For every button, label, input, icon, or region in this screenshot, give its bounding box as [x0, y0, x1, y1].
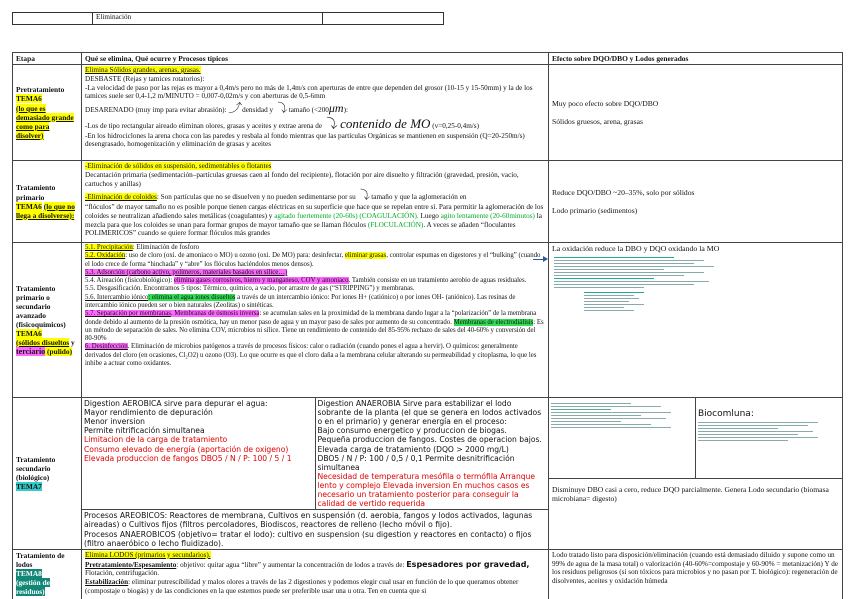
top-table — [12, 12, 444, 25]
text: y — [69, 337, 75, 347]
text: , controlar espumas en digestores y el “bulking” (cuando el lodo crece de forma “hinchada” y “abre” los flóculos haciéndolos menos densos). — [85, 252, 541, 268]
text: : Son partículas que no se disuelven y no pueden sedimentarse por su — [156, 193, 358, 202]
effect-line: Sólidos gruesos, arena, grasas — [552, 116, 643, 126]
text: . Eliminación de microbios patógenos a través de procesos físicos: calor o radiación (cuando pones el agua a hervir). O químicos: generalmente derivados del cloro (en ocasiones, Cl₂O2) u ozono (O3). Lo que ocurre es que el cloro daña a la membrana celular alterando su permeabilidad y citoplasma, lo que les inhibe a actuar como oxidantes. — [85, 343, 537, 367]
text: ): — [343, 106, 348, 115]
stage-label: Tratamiento de lodos — [16, 550, 65, 569]
text: elimina gases corrosivos, hierro y manganeso, COV y amoniaco — [173, 277, 349, 285]
stage-primario — [13, 161, 82, 243]
stage-note: (lo que es demasiado grande como para disolver) — [16, 103, 74, 140]
text: . También consiste en un tratamiento aerobio de aguas residuales. — [348, 277, 527, 285]
text: : uso de cloro (oxi. de amoniaco o MO) u ozono (oxi. De MO) para: desinfectar, — [125, 252, 345, 260]
text: Pretratamiento/Espesamiento — [85, 560, 177, 569]
line: Elimina LODOS (primarios y secundarios). — [85, 550, 211, 559]
line: Permite nitrificación simultanea — [84, 426, 205, 436]
row-pretratamiento — [13, 65, 843, 161]
text: 6. Desinfección — [85, 343, 128, 351]
text: agitado fuertemente (20-60s) (COAGULACIÓN). — [274, 211, 419, 220]
line: DESBASTE (Rejas y tamices rotatorios): — [85, 74, 205, 83]
line: DBO5 / N / P: 100 / 0,5 / 0,1 Permite desnitrificación simultanea — [317, 453, 515, 472]
stage-note: (lo que no llega a disolverse): — [16, 201, 75, 220]
text: Flotación, centrifugación. — [85, 569, 160, 578]
text: agito lentamente (20-60minutos) — [440, 211, 535, 220]
text: Luego — [418, 211, 441, 220]
text: Espesadores por gravedad, — [406, 559, 530, 569]
effect-inner-table — [549, 398, 842, 509]
text: . Membranas de ósmosis inversa — [170, 310, 260, 318]
effect-line: Disminuye DBO casi a cero, reduce DQO parcialmente. Genera Lodo secundario (biomasa microbiana= digesto) — [549, 478, 842, 509]
line — [85, 188, 545, 203]
stage-note: (gestión de residuos) — [16, 577, 50, 596]
line: -La velocidad de paso por las rejas es mayor a 0,4m/s pero no más de 1,4m/s con aperturas de entre que dependen del grosor (10-15 y 15-50mm) y la de los tamices suele ser 0,4-1,2 m/MINUTO = 0,007-0,02m/s y con aberturas de 0,5-6mm — [85, 83, 533, 101]
top-cell-empty-2 — [323, 13, 444, 25]
line: Elimina Sólidos grandes, arenas, grasas. — [85, 66, 201, 75]
stage-label: Tratamiento primario o secundario avanzado (fisicoquímicos) — [16, 283, 66, 329]
stage-note: (sólidos disueltos — [16, 337, 70, 347]
biocolumna-title: Biocomluna: — [698, 409, 754, 420]
stage-tema: TEMA6 — [16, 328, 42, 338]
processes-cell — [82, 510, 548, 549]
header-effect: Efecto sobre DQO/DBO y Lodos generados — [549, 53, 843, 65]
text: -Los de tipo rectangular aireado eliminan olores, grasas y aceites y extrae arena de — [85, 121, 324, 130]
stage-label: Tratamiento primario — [16, 183, 56, 202]
embedded-notes-image — [554, 257, 724, 311]
text: : elimina el agua iones disueltos — [148, 293, 236, 301]
text: 5.1. Precipitación — [85, 244, 133, 252]
line: desengrasado, homogenización y eliminación de grasas y aceites — [85, 140, 272, 149]
stage-label: Pretratamiento — [16, 85, 65, 95]
line: Consumo elevado de energía (aportación de oxigeno) — [84, 444, 289, 454]
text: tamaño (<200 — [286, 106, 329, 115]
digestion-table — [82, 398, 548, 549]
stage-note: (pulido) — [45, 346, 73, 356]
text: : eliminar putrescibilidad y malos olores a través de las 2 digestiones y podemos elegir cual usar en función de lo que queramos obtener (compostaje o biogás) y de las condiciones en la que estemos puede ser preferible usar una u otra. Ten en cuenta que si — [85, 578, 519, 595]
line — [85, 203, 545, 238]
what-secundario — [82, 398, 549, 550]
line: Procesos AREOBICOS: Reactores de membrana, Cultivos en suspensión (d. aerobia, fangos y lodos activados, lagunas aireadas) o Cultivos fijos (filtros percoladores, Biodiscos, reactores de relleno (lecho móvil o fijo). — [84, 511, 533, 530]
up-icon: ⤴ — [228, 101, 241, 116]
line: Bajo consumo energetico y produccion de biogas. — [317, 426, 507, 436]
biocolumna-notes — [696, 398, 843, 478]
effect-primario — [549, 161, 843, 243]
text: a través de un intercambio iónico: Por iones H+ (catiónico) o por iones OH- (aniónico). Las resinas de intercambio iónico pueden ser o bien naturales (Zeolitas) o sintéticas. — [85, 293, 516, 309]
text: : objetivo: quitar agua “libre” y aumentar la concentración de lodos a través de: — [176, 560, 407, 569]
line: Elevada produccion de fangos DBO5 / N / P: 100 / 5 / 1 — [84, 453, 292, 463]
what-pretratamiento — [82, 65, 549, 161]
stage-tema: TEMA6 — [16, 94, 42, 104]
line — [85, 116, 545, 132]
stage-note: terciario — [16, 346, 46, 356]
effect-secundario — [549, 398, 843, 550]
effect-line: Lodo primario (sedimentos) — [552, 205, 638, 215]
effect-line: Muy poco efecto sobre DQO/DBO — [552, 99, 659, 109]
text: 5.7. Separación por membranas — [85, 310, 171, 318]
text: la mezcla para que los coloides se unan para formar grupos de mayor tamaño que se llaman flóculos — [85, 211, 542, 229]
text: : Eliminación de fosforo — [132, 244, 200, 252]
effect-avanzado — [549, 243, 843, 398]
text: -Eliminación de coloides — [85, 193, 157, 202]
text: (v=0,25-0,4m/s) — [430, 121, 479, 130]
text: DESARENADO (muy imp para evitar abrasión): — [85, 106, 229, 115]
text: Estabilización — [85, 578, 129, 587]
line — [85, 101, 545, 116]
line: Elevada carga de tratamiento (DQO > 2000 mg/L) — [317, 444, 509, 454]
stage-tema: TEMA6 — [16, 201, 42, 211]
text: Membranas de electrodiálisis — [453, 318, 534, 326]
line: Mayor rendimiento de depuración — [84, 408, 213, 418]
effect-line: Reduce DQO/DBO ~20–35%, solo por sólidos — [552, 188, 695, 198]
down-icon: ⤵ — [274, 101, 287, 116]
effect-pretratamiento — [549, 65, 843, 161]
line: Pequeña produccion de fangos. Costes de operacion bajos. — [317, 435, 542, 445]
header-what: Qué se elimina, Qué ocurre y Procesos típicos — [82, 53, 549, 65]
line: Digestion AEROBICA sirve para depurar el agua: — [84, 399, 268, 409]
effect-line: La oxidación reduce la DBO y DQO oxidando la MO — [552, 244, 720, 254]
text: eliminar grasas — [344, 252, 387, 260]
stage-tema: TEMA7 — [16, 482, 42, 492]
aerobic-cell — [82, 398, 315, 510]
text: : se acumulan sales en la proximidad de la membrana dando lugar a la “polarización” de la membrana donde debido al aumento de la presión osmótica, hay un menor paso de agua y un mayor paso de sales por aumento de su concentrado. — [85, 310, 537, 326]
text: μm — [328, 101, 344, 116]
top-cell-empty — [13, 13, 93, 25]
row-avanzado — [13, 243, 843, 398]
text: densidad y — [240, 106, 275, 115]
text: tamaño y que la aglomeración en — [369, 193, 467, 202]
embedded-diagram — [549, 398, 696, 478]
line: Decantación primaria (sedimentación–partículas gruesas caen al fondo del recipiente), flotación por aire disuelto y filtración (gravedad, presión, vacío, cartuchos y anillas) — [85, 170, 519, 188]
stage-avanzado — [13, 243, 82, 398]
header-row — [13, 53, 843, 65]
line: Limitacion de la carga de tratamiento — [84, 435, 228, 445]
anaerobic-cell — [315, 398, 548, 510]
line: 5.5. Desgasificación. Encontramos 5 tipos: Térmico, químico, a vacío, por arrastre de gas (“STRIPPING”) y membranas. — [85, 285, 415, 293]
line: Digestion ANAEROBIA Sirve para estabilizar el lodo sobrante de la planta (el que se genera en lodos activados o en el primario) y generar energía en el proceso: — [317, 399, 542, 427]
text: 5.4. Aireación (fisicobiológico): — [85, 277, 174, 285]
line: -Eliminación de sólidos en suspensión, sedimentables o flotantes — [85, 162, 272, 171]
line: Menor inversion — [84, 417, 145, 427]
what-lodos — [82, 549, 549, 599]
stage-tema: TEMA8 — [16, 568, 42, 578]
line: -En los hidrociclones la arena choca con las paredes y resbala al fondo mientras que las partículas Orgánicas se mantienen en suspensión (Q=20-250m/s) — [85, 131, 525, 140]
text: . A veces se añaden “floculantes POLIMERICOS” cuando se quiere formar flóculos más grandes — [85, 220, 516, 238]
stage-lodos — [13, 549, 82, 599]
header-stage: Etapa — [13, 53, 82, 65]
text: MO — [406, 115, 431, 131]
process-table — [12, 52, 843, 599]
line: Necesidad de temperatura mesófila o termófila Arranque lento y complejo Elevada inversion En muchos casos es necesario un tratamiento posterior para conseguir la calidad de vertido requerida — [317, 471, 536, 509]
top-cell-eliminacion: Eliminación — [93, 13, 323, 25]
text: (FLOCULACIÓN) — [367, 220, 424, 229]
down-icon: ⤵ — [357, 188, 370, 203]
stage-secundario — [13, 398, 82, 550]
what-avanzado — [82, 243, 549, 398]
text: “flóculos” de mayor tamaño no es posible porque tienen cargas eléctricas en su superficie que hace que se repelan entre sí. Para permitir la aglomeración de los coloides se neutralizan añadiendo sales metálicas (coagulantes) y — [85, 203, 544, 220]
row-primario — [13, 161, 843, 243]
text: 5.2. Oxidación — [85, 252, 126, 260]
row-lodos — [13, 549, 843, 599]
stage-pretratamiento — [13, 65, 82, 161]
effect-line: Lodo tratado listo para disposición/eliminación (cuando está demasiado diluido y supone como un 99% de agua de la masa total) o valorización (40-60%=compostaje y 60-90% = metanización) Y de los residuos peligrosos (si son tóxicos para microbios y no pasan por T. biológico): regeneración de disolventes, aceites y oxidación húmeda — [552, 550, 838, 586]
text: 5.6. Intercambio iónico — [85, 293, 149, 301]
stage-label: Tratamiento secundario (biológico) — [16, 455, 56, 483]
text: 5.3. Adsorción (carbono activo, polímeros, materiales basados en sílice…) — [85, 268, 288, 276]
line: Procesos ANAEROBICOS (objetivo= tratar el lodo): cultivo en suspension (su digestion y reactores en contacto) o fijos (filtro anaeróbico o lecho fluidizado). — [84, 529, 532, 548]
effect-lodos — [549, 549, 843, 599]
what-primario — [82, 161, 549, 243]
text: : Es un método de separación de sales. No elimina COV, microbios ni sílice. Tiene un rendimiento de contenido del 85-95% rechazo de sales del 40-60% y conversión del 80-90% — [85, 318, 544, 343]
text: ⤵ contenido de — [323, 115, 407, 131]
row-secundario — [13, 398, 843, 550]
